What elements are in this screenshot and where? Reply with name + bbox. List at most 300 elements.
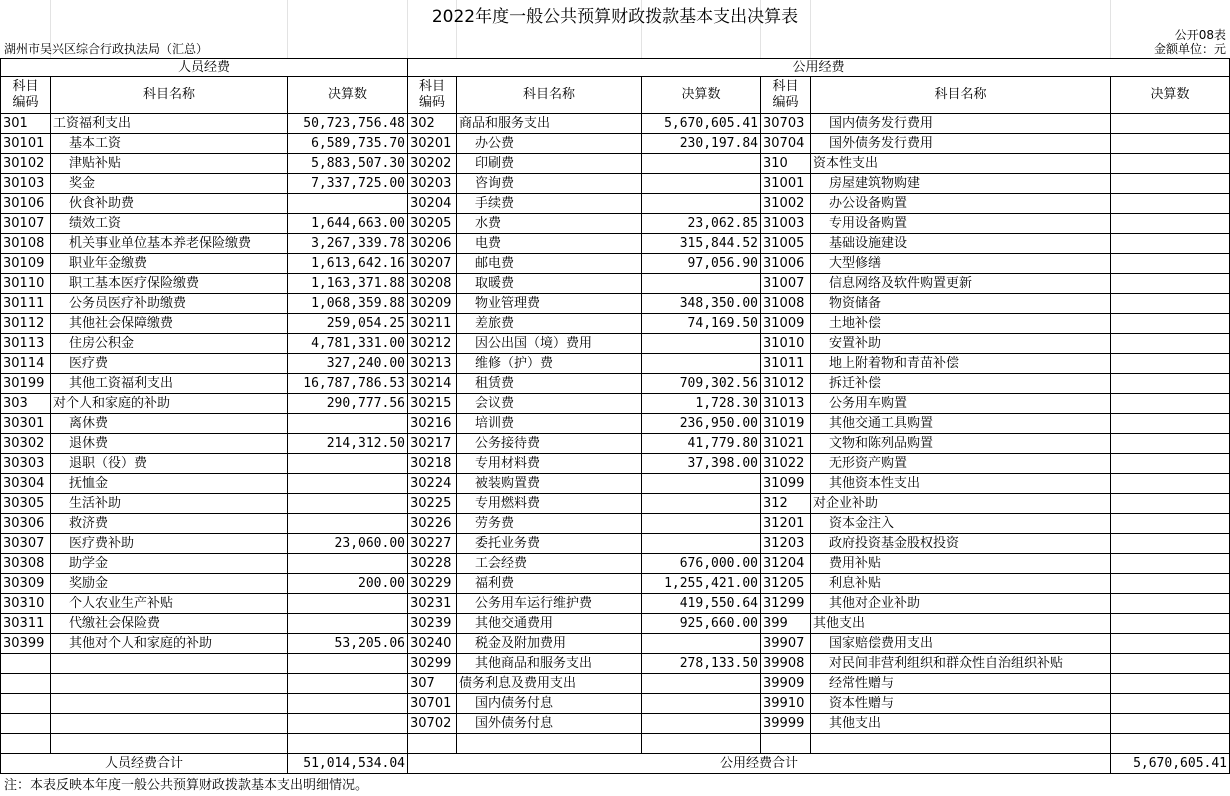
subject-name: 工会经费 — [457, 554, 642, 574]
subject-name: 大型修缮 — [811, 254, 1111, 274]
amount: 3,267,339.78 — [288, 234, 408, 254]
subject-name: 文物和陈列品购置 — [811, 434, 1111, 454]
table-row — [1, 114, 1230, 134]
table-row — [1, 354, 1230, 374]
subject-name: 奖励金 — [51, 574, 288, 594]
subject-name: 资本性支出 — [811, 154, 1111, 174]
amount — [288, 654, 408, 674]
subject-code: 30305 — [1, 494, 51, 514]
subject-name: 地上附着物和青苗补偿 — [811, 354, 1111, 374]
subject-code: 39999 — [761, 714, 811, 734]
amount — [288, 554, 408, 574]
subject-code: 30228 — [408, 554, 457, 574]
subject-code: 30703 — [761, 114, 811, 134]
amount — [1111, 154, 1230, 174]
subject-code: 39909 — [761, 674, 811, 694]
amount: 53,205.06 — [288, 634, 408, 654]
subject-name: 离休费 — [51, 414, 288, 434]
amount: 41,779.80 — [642, 434, 761, 454]
subject-name: 工资福利支出 — [51, 114, 288, 134]
subject-name: 公务用车运行维护费 — [457, 594, 642, 614]
header-amount: 决算数 — [288, 77, 408, 114]
subject-code — [1, 654, 51, 674]
amount: 23,060.00 — [288, 534, 408, 554]
subject-code: 30307 — [1, 534, 51, 554]
amount — [1111, 434, 1230, 454]
amount — [642, 354, 761, 374]
subject-name: 税金及附加费用 — [457, 634, 642, 654]
subject-code: 30301 — [1, 414, 51, 434]
amount — [288, 694, 408, 714]
amount: 1,163,371.88 — [288, 274, 408, 294]
amount — [642, 474, 761, 494]
subject-code: 30227 — [408, 534, 457, 554]
subject-name: 个人农业生产补贴 — [51, 594, 288, 614]
subject-name: 物资储备 — [811, 294, 1111, 314]
subject-name: 生活补助 — [51, 494, 288, 514]
subject-name: 因公出国（境）费用 — [457, 334, 642, 354]
table-row — [1, 434, 1230, 454]
group-public: 公用经费 — [408, 59, 1230, 77]
subject-code — [1, 694, 51, 714]
subject-code: 31011 — [761, 354, 811, 374]
subject-code: 30114 — [1, 354, 51, 374]
subject-code: 30204 — [408, 194, 457, 214]
subject-name: 福利费 — [457, 574, 642, 594]
subject-name: 取暖费 — [457, 274, 642, 294]
header-code: 科目 编码 — [761, 77, 811, 114]
amount — [1111, 694, 1230, 714]
amount — [642, 334, 761, 354]
subject-name: 利息补贴 — [811, 574, 1111, 594]
amount — [1111, 294, 1230, 314]
subject-code: 30203 — [408, 174, 457, 194]
subject-name: 委托业务费 — [457, 534, 642, 554]
subject-name: 医疗费补助 — [51, 534, 288, 554]
amount: 214,312.50 — [288, 434, 408, 454]
subject-code: 31013 — [761, 394, 811, 414]
amount — [1111, 494, 1230, 514]
subject-name: 安置补助 — [811, 334, 1111, 354]
amount — [1111, 714, 1230, 734]
table-row — [1, 294, 1230, 314]
subject-name: 维修（护）费 — [457, 354, 642, 374]
subject-name: 住房公积金 — [51, 334, 288, 354]
amount — [288, 194, 408, 214]
amount — [1111, 554, 1230, 574]
subject-code: 30225 — [408, 494, 457, 514]
subject-name: 国外债务发行费用 — [811, 134, 1111, 154]
amount — [288, 514, 408, 534]
subject-name: 无形资产购置 — [811, 454, 1111, 474]
subject-code: 30205 — [408, 214, 457, 234]
amount: 348,350.00 — [642, 294, 761, 314]
subject-name: 专用设备购置 — [811, 214, 1111, 234]
subject-code: 31022 — [761, 454, 811, 474]
header-code: 科目 编码 — [1, 77, 51, 114]
subject-name: 政府投资基金股权投资 — [811, 534, 1111, 554]
subject-code: 399 — [761, 614, 811, 634]
subject-code — [1, 734, 51, 754]
subject-code: 30207 — [408, 254, 457, 274]
amount — [1111, 394, 1230, 414]
amount — [288, 494, 408, 514]
subject-code: 30102 — [1, 154, 51, 174]
amount — [642, 514, 761, 534]
subject-name — [51, 654, 288, 674]
subject-name: 印刷费 — [457, 154, 642, 174]
subject-name: 伙食补助费 — [51, 194, 288, 214]
subject-name — [51, 674, 288, 694]
table-row — [1, 394, 1230, 414]
subject-name: 退休费 — [51, 434, 288, 454]
group-personnel: 人员经费 — [1, 59, 408, 77]
amount — [288, 594, 408, 614]
subject-code: 31001 — [761, 174, 811, 194]
subject-code: 30202 — [408, 154, 457, 174]
subject-code: 302 — [408, 114, 457, 134]
totals-row — [1, 754, 1230, 774]
table-row — [1, 534, 1230, 554]
subject-name: 对个人和家庭的补助 — [51, 394, 288, 414]
subject-code: 30702 — [408, 714, 457, 734]
subject-code: 31201 — [761, 514, 811, 534]
subject-code — [761, 734, 811, 754]
subject-code: 30704 — [761, 134, 811, 154]
subject-code — [1, 714, 51, 734]
subject-name: 绩效工资 — [51, 214, 288, 234]
amount — [288, 614, 408, 634]
subject-name: 职业年金缴费 — [51, 254, 288, 274]
table-row — [1, 734, 1230, 754]
subject-name: 公务员医疗补助缴费 — [51, 294, 288, 314]
subject-name: 其他交通费用 — [457, 614, 642, 634]
header-name: 科目名称 — [811, 77, 1111, 114]
subject-name: 差旅费 — [457, 314, 642, 334]
column-header-row — [1, 77, 1230, 114]
currency-unit: 金额单位：元 — [1153, 42, 1226, 56]
subject-name: 国外债务付息 — [457, 714, 642, 734]
amount: 16,787,786.53 — [288, 374, 408, 394]
subject-name: 劳务费 — [457, 514, 642, 534]
amount: 1,613,642.16 — [288, 254, 408, 274]
amount — [642, 174, 761, 194]
subject-name: 债务利息及费用支出 — [457, 674, 642, 694]
subject-code — [1, 674, 51, 694]
amount — [642, 534, 761, 554]
subject-code: 30226 — [408, 514, 457, 534]
subject-name: 国家赔偿费用支出 — [811, 634, 1111, 654]
amount: 278,133.50 — [642, 654, 761, 674]
subject-code: 30229 — [408, 574, 457, 594]
amount — [288, 714, 408, 734]
subject-name: 对民间非营利组织和群众性自治组织补贴 — [811, 654, 1111, 674]
amount — [1111, 334, 1230, 354]
subject-name: 其他对企业补助 — [811, 594, 1111, 614]
subject-name: 救济费 — [51, 514, 288, 534]
amount — [1111, 734, 1230, 754]
subject-code: 30103 — [1, 174, 51, 194]
subject-name: 机关事业单位基本养老保险缴费 — [51, 234, 288, 254]
amount — [1111, 194, 1230, 214]
subject-name: 咨询费 — [457, 174, 642, 194]
subject-code: 310 — [761, 154, 811, 174]
amount — [642, 494, 761, 514]
amount: 200.00 — [288, 574, 408, 594]
subject-name: 信息网络及软件购置更新 — [811, 274, 1111, 294]
table-row — [1, 214, 1230, 234]
table-row — [1, 174, 1230, 194]
subject-code: 31007 — [761, 274, 811, 294]
subject-code: 31099 — [761, 474, 811, 494]
table-row — [1, 474, 1230, 494]
subject-code: 30302 — [1, 434, 51, 454]
subject-code: 30311 — [1, 614, 51, 634]
subject-name: 国内债务付息 — [457, 694, 642, 714]
amount — [1111, 174, 1230, 194]
table-row — [1, 194, 1230, 214]
subject-code: 30108 — [1, 234, 51, 254]
table-row — [1, 414, 1230, 434]
amount: 97,056.90 — [642, 254, 761, 274]
amount — [1111, 374, 1230, 394]
table-row — [1, 574, 1230, 594]
subject-code: 30199 — [1, 374, 51, 394]
amount: 5,670,605.41 — [642, 114, 761, 134]
header-amount: 决算数 — [642, 77, 761, 114]
report-title: 2022年度一般公共预算财政拨款基本支出决算表 — [431, 7, 799, 27]
amount: 4,781,331.00 — [288, 334, 408, 354]
subject-code: 30701 — [408, 694, 457, 714]
amount — [642, 714, 761, 734]
amount — [642, 274, 761, 294]
subject-code: 30231 — [408, 594, 457, 614]
subject-name: 其他支出 — [811, 714, 1111, 734]
amount: 5,883,507.30 — [288, 154, 408, 174]
subject-code: 31205 — [761, 574, 811, 594]
subject-name: 公务接待费 — [457, 434, 642, 454]
amount — [1111, 234, 1230, 254]
subject-code: 30208 — [408, 274, 457, 294]
subject-code: 31299 — [761, 594, 811, 614]
subject-name: 对企业补助 — [811, 494, 1111, 514]
subject-code: 31021 — [761, 434, 811, 454]
amount: 1,255,421.00 — [642, 574, 761, 594]
subject-code: 31204 — [761, 554, 811, 574]
subject-name: 其他交通工具购置 — [811, 414, 1111, 434]
amount — [1111, 594, 1230, 614]
amount — [288, 734, 408, 754]
footnote: 注：本表反映本年度一般公共预算财政拨款基本支出明细情况。 — [4, 778, 369, 793]
subject-name: 其他支出 — [811, 614, 1111, 634]
subject-name: 专用燃料费 — [457, 494, 642, 514]
amount: 327,240.00 — [288, 354, 408, 374]
amount — [642, 734, 761, 754]
subject-code: 31008 — [761, 294, 811, 314]
public-total-value: 5,670,605.41 — [1111, 754, 1230, 774]
table-row — [1, 674, 1230, 694]
subject-name: 电费 — [457, 234, 642, 254]
table-row — [1, 134, 1230, 154]
subject-name: 代缴社会保险费 — [51, 614, 288, 634]
subject-name: 房屋建筑物购建 — [811, 174, 1111, 194]
amount — [1111, 214, 1230, 234]
subject-code: 30112 — [1, 314, 51, 334]
table-row — [1, 714, 1230, 734]
subject-name: 水费 — [457, 214, 642, 234]
table-row — [1, 274, 1230, 294]
subject-name: 其他对个人和家庭的补助 — [51, 634, 288, 654]
amount — [1111, 534, 1230, 554]
subject-name: 培训费 — [457, 414, 642, 434]
subject-name: 抚恤金 — [51, 474, 288, 494]
subject-name: 基本工资 — [51, 134, 288, 154]
amount — [288, 454, 408, 474]
subject-name: 手续费 — [457, 194, 642, 214]
subject-name: 助学金 — [51, 554, 288, 574]
amount: 676,000.00 — [642, 554, 761, 574]
subject-code: 30217 — [408, 434, 457, 454]
subject-code: 31203 — [761, 534, 811, 554]
amount — [1111, 654, 1230, 674]
subject-name: 商品和服务支出 — [457, 114, 642, 134]
table-row — [1, 314, 1230, 334]
subject-name: 资本金注入 — [811, 514, 1111, 534]
amount — [1111, 134, 1230, 154]
amount — [1111, 114, 1230, 134]
subject-code: 30113 — [1, 334, 51, 354]
table-row — [1, 654, 1230, 674]
amount — [1111, 634, 1230, 654]
table-row — [1, 334, 1230, 354]
subject-code: 30110 — [1, 274, 51, 294]
subject-code: 30309 — [1, 574, 51, 594]
amount: 290,777.56 — [288, 394, 408, 414]
amount: 23,062.85 — [642, 214, 761, 234]
table-row — [1, 614, 1230, 634]
group-header-row — [1, 59, 1230, 77]
subject-code: 30214 — [408, 374, 457, 394]
subject-name — [51, 694, 288, 714]
subject-code: 30308 — [1, 554, 51, 574]
subject-code: 30299 — [408, 654, 457, 674]
subject-name: 资本性赠与 — [811, 694, 1111, 714]
subject-name: 会议费 — [457, 394, 642, 414]
subject-name: 经常性赠与 — [811, 674, 1111, 694]
subject-name — [457, 734, 642, 754]
subject-code: 30107 — [1, 214, 51, 234]
subject-code: 301 — [1, 114, 51, 134]
subject-code: 31003 — [761, 214, 811, 234]
amount: 236,950.00 — [642, 414, 761, 434]
subject-code: 30201 — [408, 134, 457, 154]
subject-name: 退职（役）费 — [51, 454, 288, 474]
subject-code: 30209 — [408, 294, 457, 314]
amount: 1,644,663.00 — [288, 214, 408, 234]
amount — [1111, 614, 1230, 634]
subject-code: 30215 — [408, 394, 457, 414]
amount — [1111, 314, 1230, 334]
amount — [1111, 414, 1230, 434]
subject-code — [408, 734, 457, 754]
subject-code: 30213 — [408, 354, 457, 374]
subject-code: 30106 — [1, 194, 51, 214]
table-row — [1, 594, 1230, 614]
subject-name: 办公设备购置 — [811, 194, 1111, 214]
subject-code: 30303 — [1, 454, 51, 474]
amount — [642, 154, 761, 174]
amount — [1111, 514, 1230, 534]
subject-code: 31019 — [761, 414, 811, 434]
amount — [1111, 254, 1230, 274]
subject-name: 其他资本性支出 — [811, 474, 1111, 494]
subject-name: 费用补贴 — [811, 554, 1111, 574]
subject-name: 专用材料费 — [457, 454, 642, 474]
table-row — [1, 514, 1230, 534]
subject-code: 31002 — [761, 194, 811, 214]
table-row — [1, 634, 1230, 654]
subject-code: 39910 — [761, 694, 811, 714]
amount: 259,054.25 — [288, 314, 408, 334]
amount: 315,844.52 — [642, 234, 761, 254]
subject-code: 30240 — [408, 634, 457, 654]
expenditure-table — [0, 58, 1230, 774]
subject-name: 物业管理费 — [457, 294, 642, 314]
table-row — [1, 374, 1230, 394]
table-row — [1, 494, 1230, 514]
subject-code: 39907 — [761, 634, 811, 654]
table-row — [1, 694, 1230, 714]
personnel-total-label: 人员经费合计 — [1, 754, 288, 774]
amount: 6,589,735.70 — [288, 134, 408, 154]
amount: 7,337,725.00 — [288, 174, 408, 194]
subject-name: 公务用车购置 — [811, 394, 1111, 414]
amount — [642, 674, 761, 694]
subject-code: 30111 — [1, 294, 51, 314]
amount: 230,197.84 — [642, 134, 761, 154]
subject-name: 被装购置费 — [457, 474, 642, 494]
subject-name: 租赁费 — [457, 374, 642, 394]
subject-code: 30224 — [408, 474, 457, 494]
subject-name: 国内债务发行费用 — [811, 114, 1111, 134]
subject-code: 312 — [761, 494, 811, 514]
subject-code: 30306 — [1, 514, 51, 534]
amount: 50,723,756.48 — [288, 114, 408, 134]
subject-name: 医疗费 — [51, 354, 288, 374]
subject-name — [811, 734, 1111, 754]
subject-name: 邮电费 — [457, 254, 642, 274]
subject-name: 其他工资福利支出 — [51, 374, 288, 394]
amount — [1111, 274, 1230, 294]
subject-code: 307 — [408, 674, 457, 694]
header-amount: 决算数 — [1111, 77, 1230, 114]
subject-name: 职工基本医疗保险缴费 — [51, 274, 288, 294]
subject-code: 31005 — [761, 234, 811, 254]
amount — [1111, 674, 1230, 694]
amount: 74,169.50 — [642, 314, 761, 334]
subject-code: 30216 — [408, 414, 457, 434]
subject-code: 30218 — [408, 454, 457, 474]
subject-code: 303 — [1, 394, 51, 414]
subject-code: 31010 — [761, 334, 811, 354]
subject-code: 31006 — [761, 254, 811, 274]
subject-name: 拆迁补偿 — [811, 374, 1111, 394]
subject-name: 办公费 — [457, 134, 642, 154]
amount: 1,728.30 — [642, 394, 761, 414]
subject-code: 39908 — [761, 654, 811, 674]
subject-code: 30101 — [1, 134, 51, 154]
header-name: 科目名称 — [457, 77, 642, 114]
